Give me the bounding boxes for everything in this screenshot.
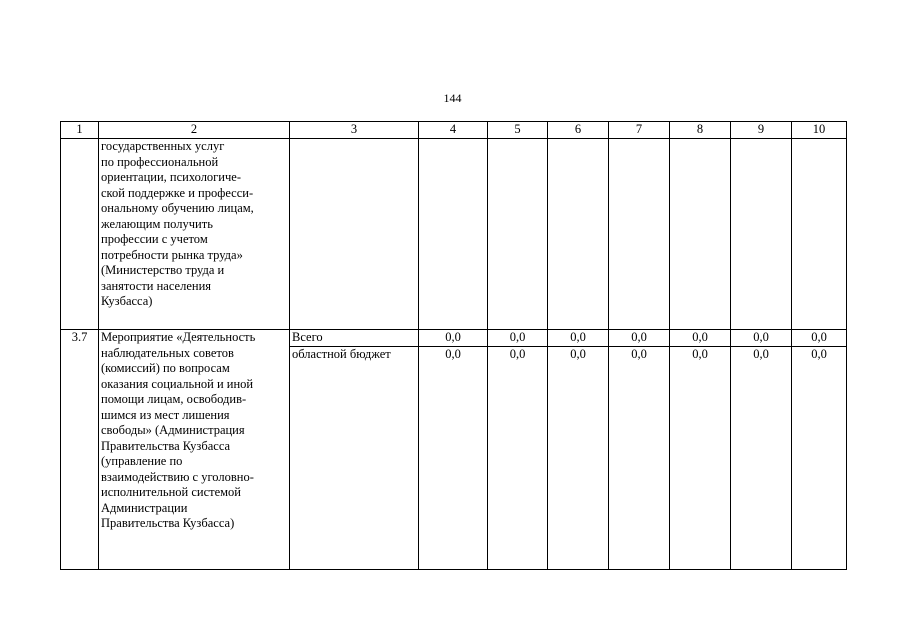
description-line: (Министерство труда и [101,263,225,277]
source-cell [290,139,419,330]
value-cell [670,139,731,330]
value-cell: 0,0 [670,330,731,347]
column-header: 1 [61,122,99,139]
value-cell [419,139,488,330]
description-line: Правительства Кузбасса) [101,516,235,530]
description-line: Правительства Кузбасса [101,438,231,453]
value-cell: 0,0 [670,347,731,570]
description-line: помощи лицам, освободив- [101,392,247,406]
description-line: оказания социальной и иной [101,376,254,391]
description-line: желающим получить [101,216,213,231]
table-row-total [61,330,847,347]
column-header: 2 [99,122,290,139]
column-header: 9 [731,122,792,139]
table-row-continuation [61,139,847,330]
description-line: профессии с учетом [101,232,208,246]
value-cell: 0,0 [488,347,548,570]
column-header: 5 [488,122,548,139]
item-description [99,330,290,570]
funding-source: Всего [290,330,419,347]
value-cell: 0,0 [548,330,609,347]
column-header: 4 [419,122,488,139]
description-line: ской поддержке и професси- [101,185,254,200]
description-line: наблюдательных советов [101,345,234,360]
description-line: (комиссий) по вопросам [101,361,230,375]
description-line: свободы» (Администрация [101,423,245,437]
value-cell [731,139,792,330]
value-cell: 0,0 [548,347,609,570]
description-line: исполнительной системой [101,485,241,499]
column-header: 3 [290,122,419,139]
value-cell: 0,0 [488,330,548,347]
value-cell: 0,0 [609,347,670,570]
page-number: 144 [443,91,462,105]
value-cell: 0,0 [419,347,488,570]
value-cell: 0,0 [792,347,847,570]
value-cell [609,139,670,330]
value-cell [548,139,609,330]
value-cell [488,139,548,330]
header-row [61,122,847,139]
description-line: (управление по [101,454,183,468]
value-cell: 0,0 [609,330,670,347]
column-header: 10 [792,122,847,139]
description-line: по профессиональной [101,154,219,169]
value-cell: 0,0 [419,330,488,347]
description-line: шимся из мест лишения [101,407,230,422]
description-line: потребности рынка труда» [101,247,243,262]
item-index: 3.7 [61,330,99,570]
description-line: взаимодействию с уголовно- [101,469,254,484]
value-cell: 0,0 [731,347,792,570]
column-header: 8 [670,122,731,139]
description-line: занятости населения [101,278,212,293]
description-line: Кузбасса) [101,294,153,308]
description-line: ональному обучению лицам, [101,201,254,215]
value-cell: 0,0 [731,330,792,347]
column-header: 7 [609,122,670,139]
budget-table [60,121,847,570]
value-cell: 0,0 [792,330,847,347]
index-cell [61,139,99,330]
description-line: Мероприятие «Деятельность [101,330,256,344]
funding-source: областной бюджет [290,347,419,570]
description-line: государственных услуг [101,139,225,153]
description-line: ориентации, психологиче- [101,170,241,184]
value-cell [792,139,847,330]
description-cell [99,139,290,330]
description-line: Администрации [101,500,188,515]
column-header: 6 [548,122,609,139]
